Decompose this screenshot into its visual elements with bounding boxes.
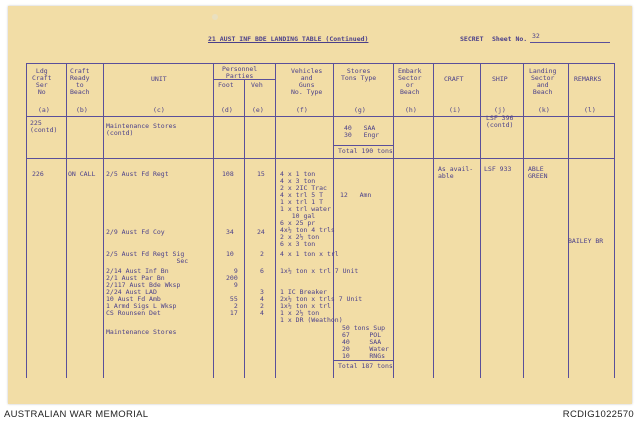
- footer-record-id: RCDIG1022570: [562, 409, 634, 420]
- punch-hole: [212, 14, 218, 20]
- col-letter: (a): [38, 106, 50, 114]
- row-225-total: Total 190 tons: [338, 147, 393, 155]
- col-border: [433, 63, 434, 378]
- row-226-craft: As avail- able: [438, 165, 474, 180]
- sheet-number-line: [530, 42, 610, 43]
- sheet-number: 32: [532, 32, 540, 40]
- col-border: [614, 63, 615, 378]
- row-225-unit: Maintenance Stores (contd): [106, 122, 177, 137]
- col-letter: (e): [252, 106, 264, 114]
- header-bottom-border: [26, 116, 614, 117]
- row-225-ship: LSF 396 (contd): [486, 114, 514, 129]
- row-226-stores: 50 tons Sup 67 POL 40 SAA 20 Water 10 RNGs: [342, 324, 389, 360]
- col-border: [333, 63, 334, 378]
- col-border: [275, 63, 276, 378]
- row-226-veh: 24: [257, 228, 265, 236]
- col-border: [480, 63, 481, 378]
- document-title: 21 AUST INF BDE LANDING TABLE (Continued): [208, 35, 369, 43]
- col-border: [568, 63, 569, 378]
- col-header-stores: Stores Tons Type: [341, 67, 377, 82]
- total-line-226: [333, 360, 393, 361]
- col-letter: (d): [221, 106, 233, 114]
- col-header-ser: Ldg Craft Ser No: [32, 67, 52, 96]
- col-border: [244, 79, 245, 378]
- document-sheet: [8, 6, 632, 404]
- row-226-foot: 108: [222, 170, 234, 178]
- row-226-foot: 10: [226, 250, 234, 258]
- col-border: [213, 63, 214, 378]
- row-226-ammo: 12 Amn: [340, 191, 372, 199]
- col-letter: (i): [449, 106, 461, 114]
- col-header-unit: UNIT: [151, 75, 167, 83]
- col-border: [393, 63, 394, 378]
- col-border: [26, 63, 27, 378]
- row-226-ser: 226: [32, 170, 44, 178]
- row-226-remarks: BAILEY BR: [568, 237, 604, 245]
- row-226-veh: 2: [260, 250, 264, 258]
- row-226-vehicles: 4 x 1 ton 4 x 3 ton 2 x 2IC Trac 4 x trl 5 T 1 x trl 1 T 1 x trl water 10 gal 6 x 25 pr: [280, 170, 331, 227]
- col-header-ship: SHIP: [492, 75, 508, 83]
- row-226-total: Total 187 tons: [338, 362, 393, 370]
- row-226-vehicles: 4 x 1 ton x trl: [280, 250, 339, 258]
- total-line-225: [333, 145, 393, 146]
- col-header-personnel: Personnel Parties: [222, 65, 258, 80]
- row-226-vehicles: 1 IC Breaker 2x½ ton x trls 7 Unit 1x½ ton x trl 1 x 2½ ton 1 x DR (Weathon): [280, 288, 363, 324]
- row-226-unit: Maintenance Stores: [106, 328, 177, 336]
- col-header-embark: Embark Sector or Beach: [398, 67, 422, 96]
- col-border: [103, 63, 104, 378]
- col-letter: (g): [354, 106, 366, 114]
- col-border: [523, 63, 524, 378]
- row-226-vehicles: 4x½ ton 4 trls 2 x 2½ ton 6 x 3 ton: [280, 226, 335, 248]
- col-header-veh: Veh: [251, 81, 263, 89]
- col-header-landing: Landing Sector and Beach: [529, 67, 557, 96]
- row-226-ready: ON CALL: [68, 170, 96, 178]
- row-226-landing: ABLE GREEN: [528, 165, 548, 180]
- row-225-ser: 225 (contd): [30, 119, 58, 134]
- col-header-vehicles: Vehicles and Guns No. Type: [291, 67, 323, 96]
- col-letter: (b): [76, 106, 88, 114]
- row-divider: [26, 158, 614, 159]
- col-letter: (k): [538, 106, 550, 114]
- col-letter: (c): [153, 106, 165, 114]
- col-header-remarks: REMARKS: [574, 75, 602, 83]
- row-226-unit: 2/5 Aust Fd Regt: [106, 170, 169, 178]
- row-226-ship: LSF 933: [484, 165, 512, 173]
- col-letter: (h): [405, 106, 417, 114]
- row-226-unit: 2/14 Aust Inf Bn 2/1 Aust Par Bn 2/117 Aust Bde Wksp 2/24 Aust LAD 10 Aust Fd Amb 1 Armd Sigs L Wksp CS Rounsen Det: [106, 267, 181, 317]
- row-225-stores: 40 SAA 30 Engr: [344, 124, 380, 139]
- row-226-unit: 2/9 Aust Fd Coy: [106, 228, 165, 236]
- col-header-foot: Foot: [218, 81, 234, 89]
- col-letter: (j): [494, 106, 506, 114]
- col-border: [66, 63, 67, 378]
- table-top-border: [26, 63, 614, 64]
- col-header-craft: CRAFT: [444, 75, 464, 83]
- row-226-foot: 34: [226, 228, 234, 236]
- col-header-ready: Craft Ready to Beach: [70, 67, 90, 96]
- row-226-unit: 2/5 Aust Fd Regt Sig Sec: [106, 250, 189, 265]
- col-letter: (l): [584, 106, 596, 114]
- secret-marking: SECRET: [460, 35, 484, 43]
- row-226-foot: 9 200 9 55 2 17: [226, 267, 238, 317]
- row-226-vehicles: 1x½ ton x trl 7 Unit: [280, 267, 359, 275]
- sheet-label: Sheet No.: [492, 35, 528, 43]
- row-226-veh: 15: [257, 170, 265, 178]
- row-226-veh: 6 3 4 2 4: [260, 267, 264, 317]
- col-letter: (f): [296, 106, 308, 114]
- footer-source: AUSTRALIAN WAR MEMORIAL: [4, 409, 149, 420]
